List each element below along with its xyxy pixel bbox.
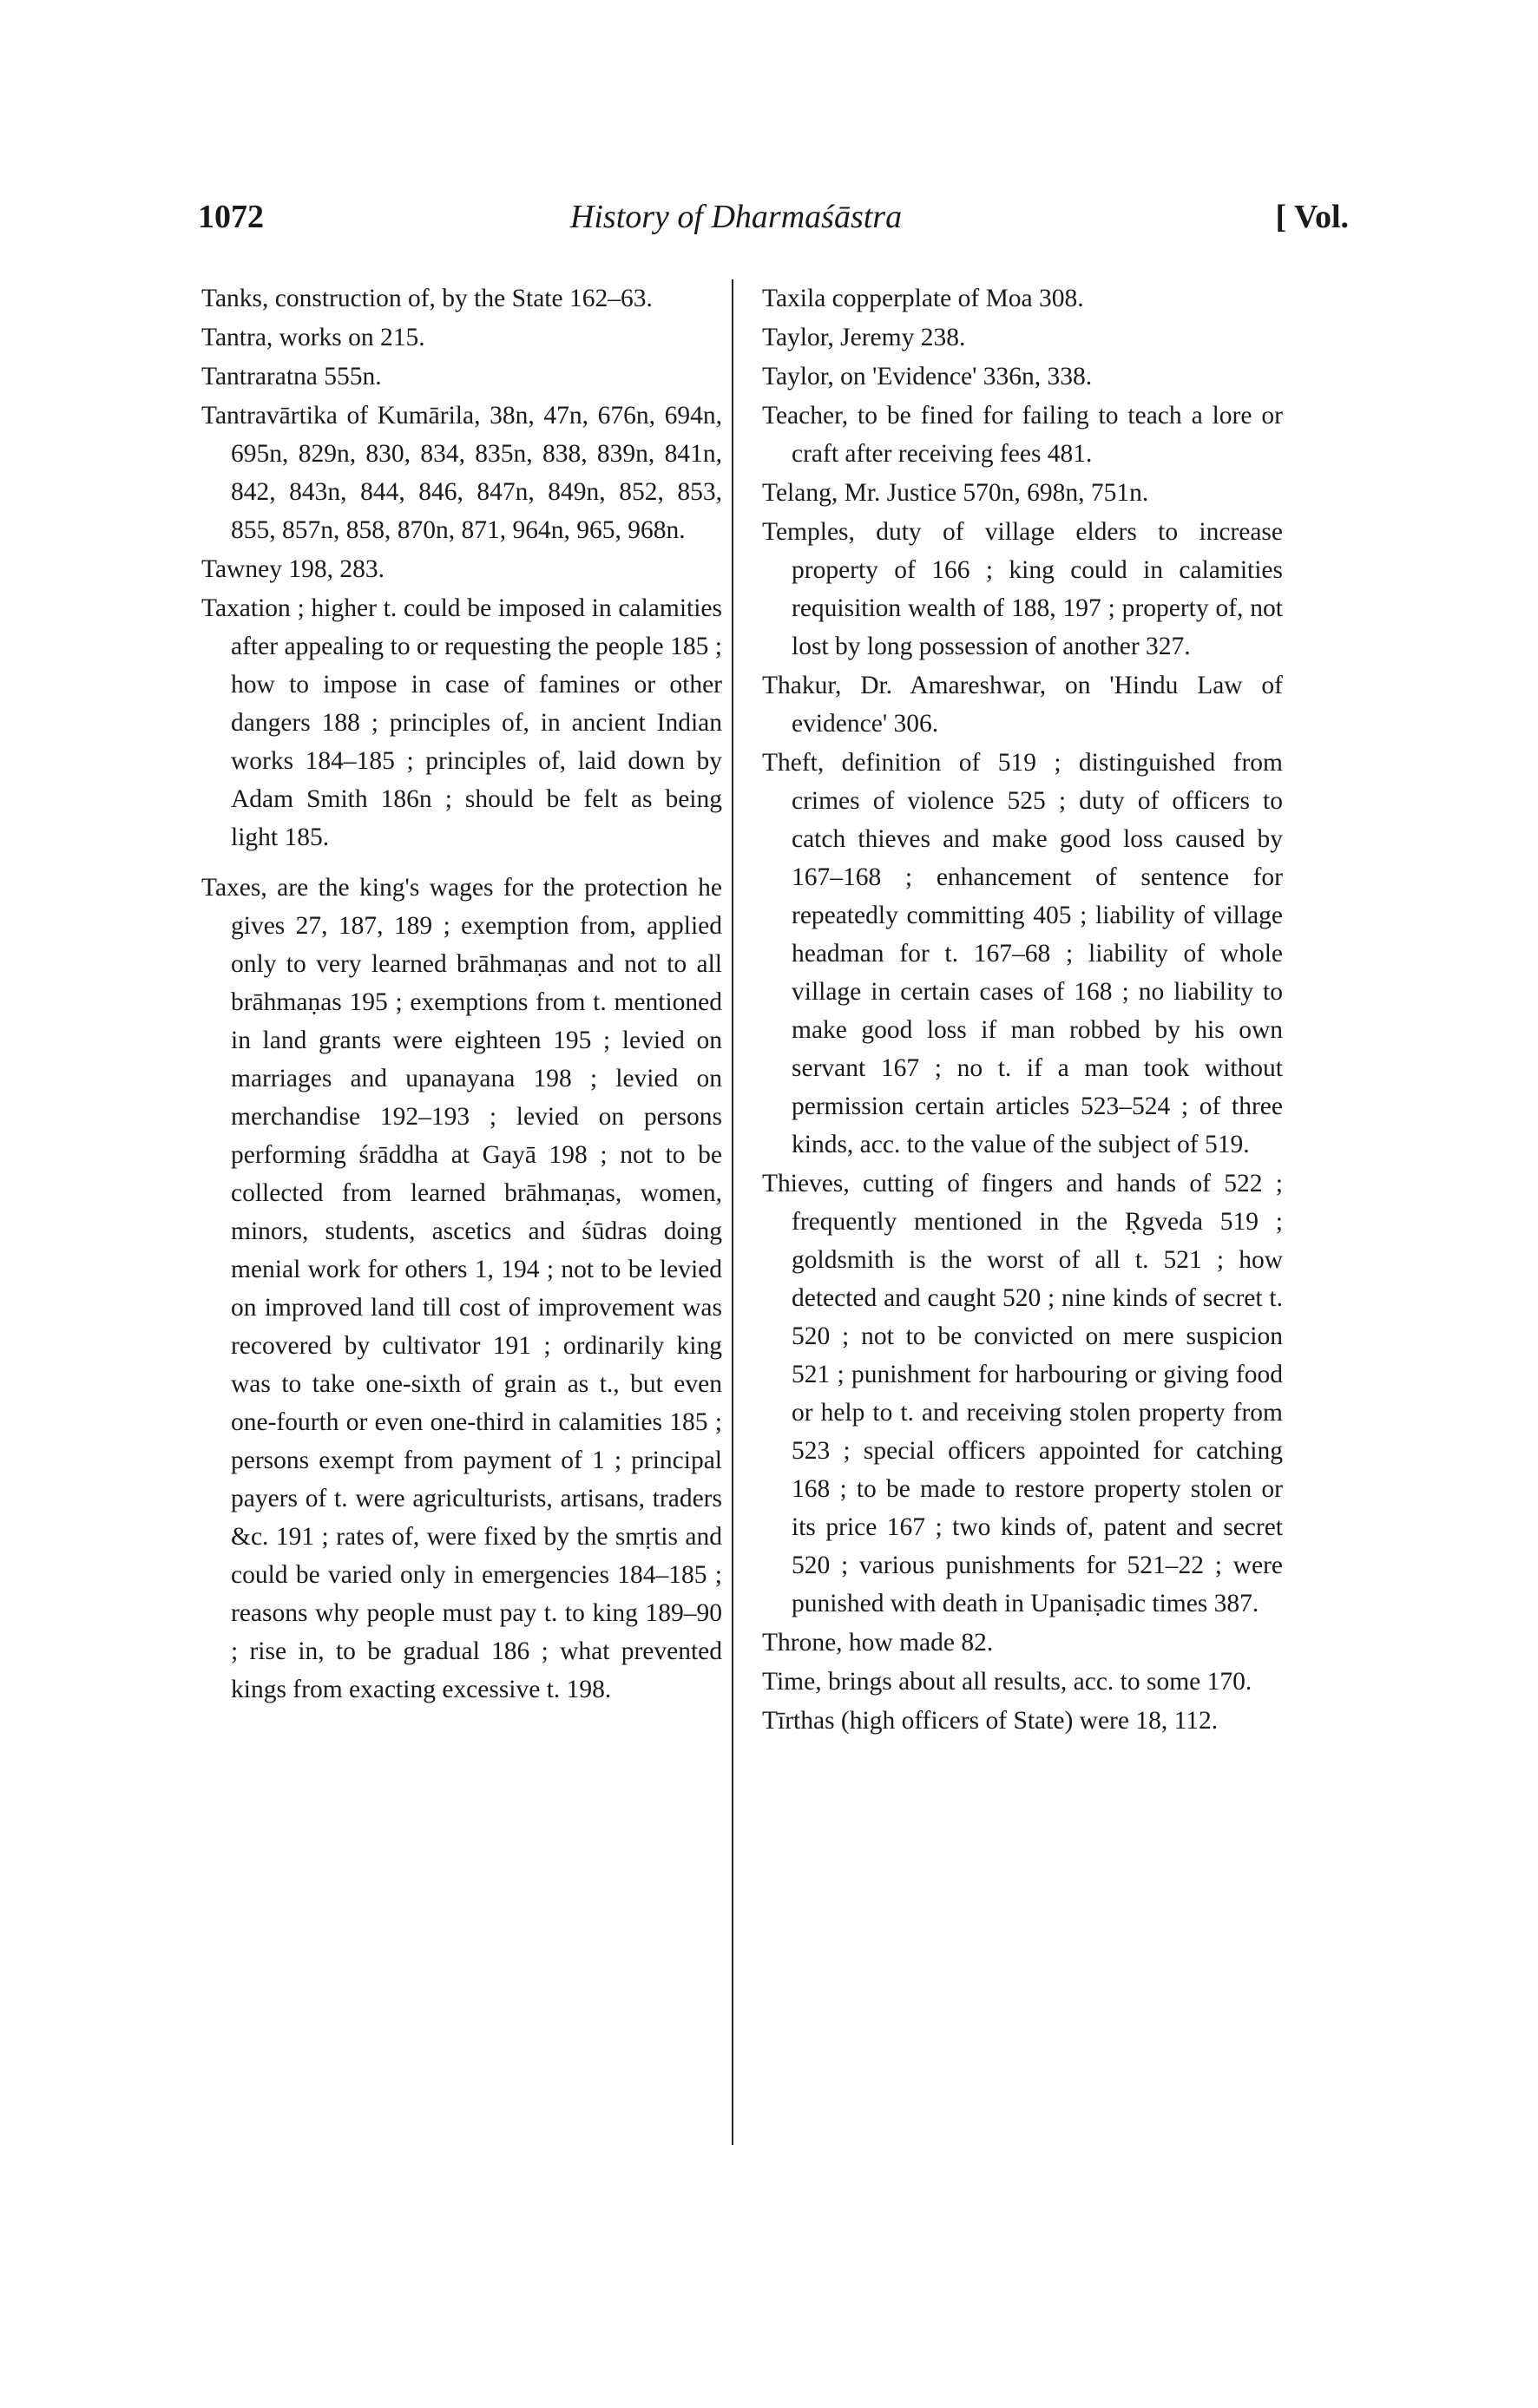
index-column-left [201, 279, 722, 1709]
index-entry: Taylor, on 'Evidence' 336n, 338. [762, 363, 1093, 390]
index-entry: Taxila copperplate of Moa 308. [762, 285, 1084, 312]
index-entry: Taxes, are the king's wages for the protection he gives 27, 187, 189 ; exemption from, applied only to very learned brāhmaṇas and not to all brāhmaṇas 195 ; exemptions from t. mentioned in land grants were eighteen 195 ; levied on marriages and upanayana 198 ; levied on merchandise 192–193 ; levied on persons performing śrāddha at Gayā 198 ; not to be collected from learned brāhmaṇas, women, minors, students, ascetics and śūdras doing menial work for others 1, 194 ; not to be levied on improved land till cost of improvement was recovered by cultivator 191 ; ordinarily king was to take one-sixth of grain as t., but even one-fourth or even one-third in calamities 185 ; persons exempt from payment of 1 ; principal payers of t. were agriculturists, artisans, traders &c. 191 ; rates of, were fixed by the smṛtis and could be varied only in emergencies 184–185 ; reasons why people must pay t. to king 189–90 ; rise in, to be gradual 186 ; what prevented kings from exacting excessive t. 198. [201, 874, 722, 1703]
index-entry: Throne, how made 82. [762, 1629, 994, 1657]
index-entry: Thieves, cutting of fingers and hands of 522 ; frequently mentioned in the Ṛgveda 519 ; goldsmith is the worst of all t. 521 ; how detected and caught 520 ; nine kinds of secret t. 520 ; not to be convicted on mere suspicion 521 ; punishment for harbouring or giving food or help to t. and receiving stolen property from 523 ; special officers appointed for catching 168 ; to be made to restore property stolen or its price 167 ; two kinds of, patent and secret 520 ; various punishments for 521–22 ; were punished with death in Upaniṣadic times 387. [762, 1170, 1283, 1617]
index-entry: Thakur, Dr. Amareshwar, on 'Hindu Law of evidence' 306. [762, 672, 1283, 738]
index-entry: Tantra, works on 215. [201, 324, 425, 351]
index-entry: Tawney 198, 283. [201, 555, 384, 583]
index-entry: Tanks, construction of, by the State 162–63. [201, 285, 653, 312]
index-entry: Tantraratna 555n. [201, 363, 382, 390]
index-entry: Taxation ; higher t. could be imposed in calamities after appealing to or requesting the people 185 ; how to impose in case of famines or other dangers 188 ; principles of, in ancient Indian works 184–185 ; principles of, laid down by Adam Smith 186n ; should be felt as being light 185. [201, 594, 722, 851]
column-divider [732, 279, 733, 2145]
index-entry: Tantravārtika of Kumārila, 38n, 47n, 676n, 694n, 695n, 829n, 830, 834, 835n, 838, 839n, 841n, 842, 843n, 844, 846, 847n, 849n, 852, 853, 855, 857n, 858, 870n, 871, 964n, 965, 968n. [201, 402, 722, 544]
page-number: 1072 [198, 199, 264, 235]
page-header [198, 198, 1349, 250]
volume-label: [ Vol. [1275, 199, 1349, 235]
running-title: History of Dharmaśāstra [569, 199, 903, 235]
index-entry: Telang, Mr. Justice 570n, 698n, 751n. [762, 479, 1149, 507]
index-entry: Taylor, Jeremy 238. [762, 324, 966, 351]
index-entry: Tīrthas (high officers of State) were 18, 112. [762, 1707, 1219, 1735]
index-entry: Teacher, to be fined for failing to teach a lore or craft after receiving fees 481. [762, 402, 1283, 468]
index-column-right [762, 279, 1283, 1741]
index-entry: Theft, definition of 519 ; distinguished from crimes of violence 525 ; duty of officers to catch thieves and make good loss caused by 167–168 ; enhancement of sentence for repeatedly committing 405 ; liability of village headman for t. 167–68 ; liability of whole village in certain cases of 168 ; no liability to make good loss if man robbed by his own servant 167 ; no t. if a man took without permission certain articles 523–524 ; of three kinds, acc. to the value of the subject of 519. [762, 749, 1283, 1158]
index-entry: Time, brings about all results, acc. to some 170. [762, 1668, 1252, 1696]
index-entry: Temples, duty of village elders to increase property of 166 ; king could in calamities requisition wealth of 188, 197 ; property of, not lost by long possession of another 327. [762, 518, 1283, 660]
